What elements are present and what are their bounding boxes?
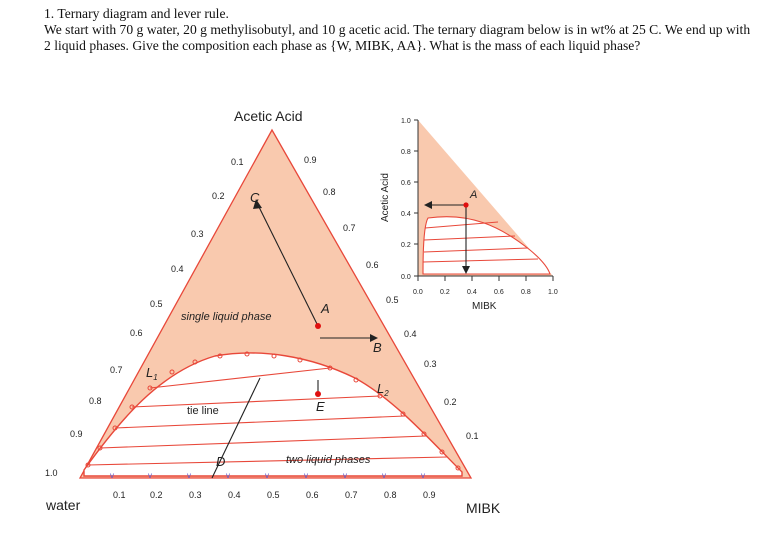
svg-text:0.9: 0.9 — [70, 429, 83, 439]
two-phase-label: two liquid phases — [286, 454, 371, 466]
svg-text:0.6: 0.6 — [401, 180, 411, 187]
label-L2: $L_2$ — [377, 381, 389, 398]
svg-text:0.2: 0.2 — [212, 191, 225, 201]
label-A: A — [321, 301, 330, 316]
problem-title: 1. Ternary diagram and lever rule. — [44, 6, 229, 21]
svg-text:0.6: 0.6 — [306, 490, 319, 500]
svg-text:0.3: 0.3 — [424, 359, 437, 369]
svg-text:0.7: 0.7 — [345, 490, 358, 500]
svg-text:0.2: 0.2 — [401, 242, 411, 249]
label-C: C — [250, 190, 260, 205]
svg-text:1.0: 1.0 — [401, 118, 411, 125]
svg-text:v: v — [148, 471, 152, 480]
svg-text:0.4: 0.4 — [228, 490, 241, 500]
svg-text:0.5: 0.5 — [267, 490, 280, 500]
inset-point-A — [463, 202, 468, 207]
svg-text:v: v — [421, 471, 425, 480]
svg-text:0.8: 0.8 — [401, 149, 411, 156]
point-A — [315, 323, 321, 329]
inset-xlabel: MIBK — [472, 301, 497, 312]
tie-line-label: tie line — [187, 405, 219, 417]
svg-text:0.1: 0.1 — [466, 431, 479, 441]
svg-text:0.2: 0.2 — [444, 397, 457, 407]
point-E — [315, 391, 321, 397]
inset-label-A: A — [470, 189, 478, 201]
svg-text:0.6: 0.6 — [494, 289, 504, 296]
svg-text:0.4: 0.4 — [401, 211, 411, 218]
svg-text:0.8: 0.8 — [89, 396, 102, 406]
svg-text:v: v — [187, 471, 191, 480]
svg-text:0.2: 0.2 — [150, 490, 163, 500]
label-D: D — [216, 454, 226, 469]
svg-text:0.1: 0.1 — [231, 157, 244, 167]
svg-text:v: v — [226, 471, 230, 480]
svg-text:1.0: 1.0 — [45, 468, 58, 478]
inset-yticks — [401, 118, 411, 281]
svg-text:0.5: 0.5 — [386, 295, 399, 305]
inset-xticks — [413, 289, 558, 296]
inset-ylabel: Acetic Acid — [380, 173, 391, 222]
svg-text:0.8: 0.8 — [384, 490, 397, 500]
svg-text:0.2: 0.2 — [440, 289, 450, 296]
svg-text:0.7: 0.7 — [110, 365, 123, 375]
svg-text:0.5: 0.5 — [150, 299, 163, 309]
svg-text:0.4: 0.4 — [404, 329, 417, 339]
svg-text:0.4: 0.4 — [467, 289, 477, 296]
apex-water: water — [46, 497, 81, 513]
svg-text:v: v — [265, 471, 269, 480]
svg-text:0.6: 0.6 — [130, 328, 143, 338]
apex-mibk: MIBK — [466, 500, 501, 516]
svg-text:0.3: 0.3 — [191, 229, 204, 239]
svg-text:0.1: 0.1 — [113, 490, 126, 500]
svg-text:0.3: 0.3 — [189, 490, 202, 500]
svg-text:v: v — [304, 471, 308, 480]
svg-text:0.0: 0.0 — [413, 289, 423, 296]
bottom-ticks — [113, 490, 436, 500]
svg-text:0.4: 0.4 — [171, 264, 184, 274]
apex-acetic-acid: Acetic Acid — [234, 108, 303, 124]
svg-text:v: v — [382, 471, 386, 480]
svg-text:0.7: 0.7 — [343, 223, 356, 233]
svg-text:1.0: 1.0 — [548, 289, 558, 296]
svg-text:0.0: 0.0 — [401, 274, 411, 281]
label-E: E — [316, 399, 325, 414]
label-B: B — [373, 340, 382, 355]
svg-text:0.6: 0.6 — [366, 260, 379, 270]
svg-text:0.8: 0.8 — [521, 289, 531, 296]
single-phase-label: single liquid phase — [181, 311, 272, 323]
svg-text:0.9: 0.9 — [304, 155, 317, 165]
problem-text: We start with 70 g water, 20 g methylisobutyl, and 10 g acetic acid. The ternary diagram below is in wt% at 25 C. We end up with 2 liquid phases. Give the composition each phase as {W, MIBK, AA}. What is the mass of each liquid phase? — [44, 22, 751, 53]
svg-text:v: v — [110, 471, 114, 480]
label-L1: $L_1$ — [146, 365, 158, 382]
svg-text:0.8: 0.8 — [323, 187, 336, 197]
svg-text:0.9: 0.9 — [423, 490, 436, 500]
svg-text:v: v — [343, 471, 347, 480]
